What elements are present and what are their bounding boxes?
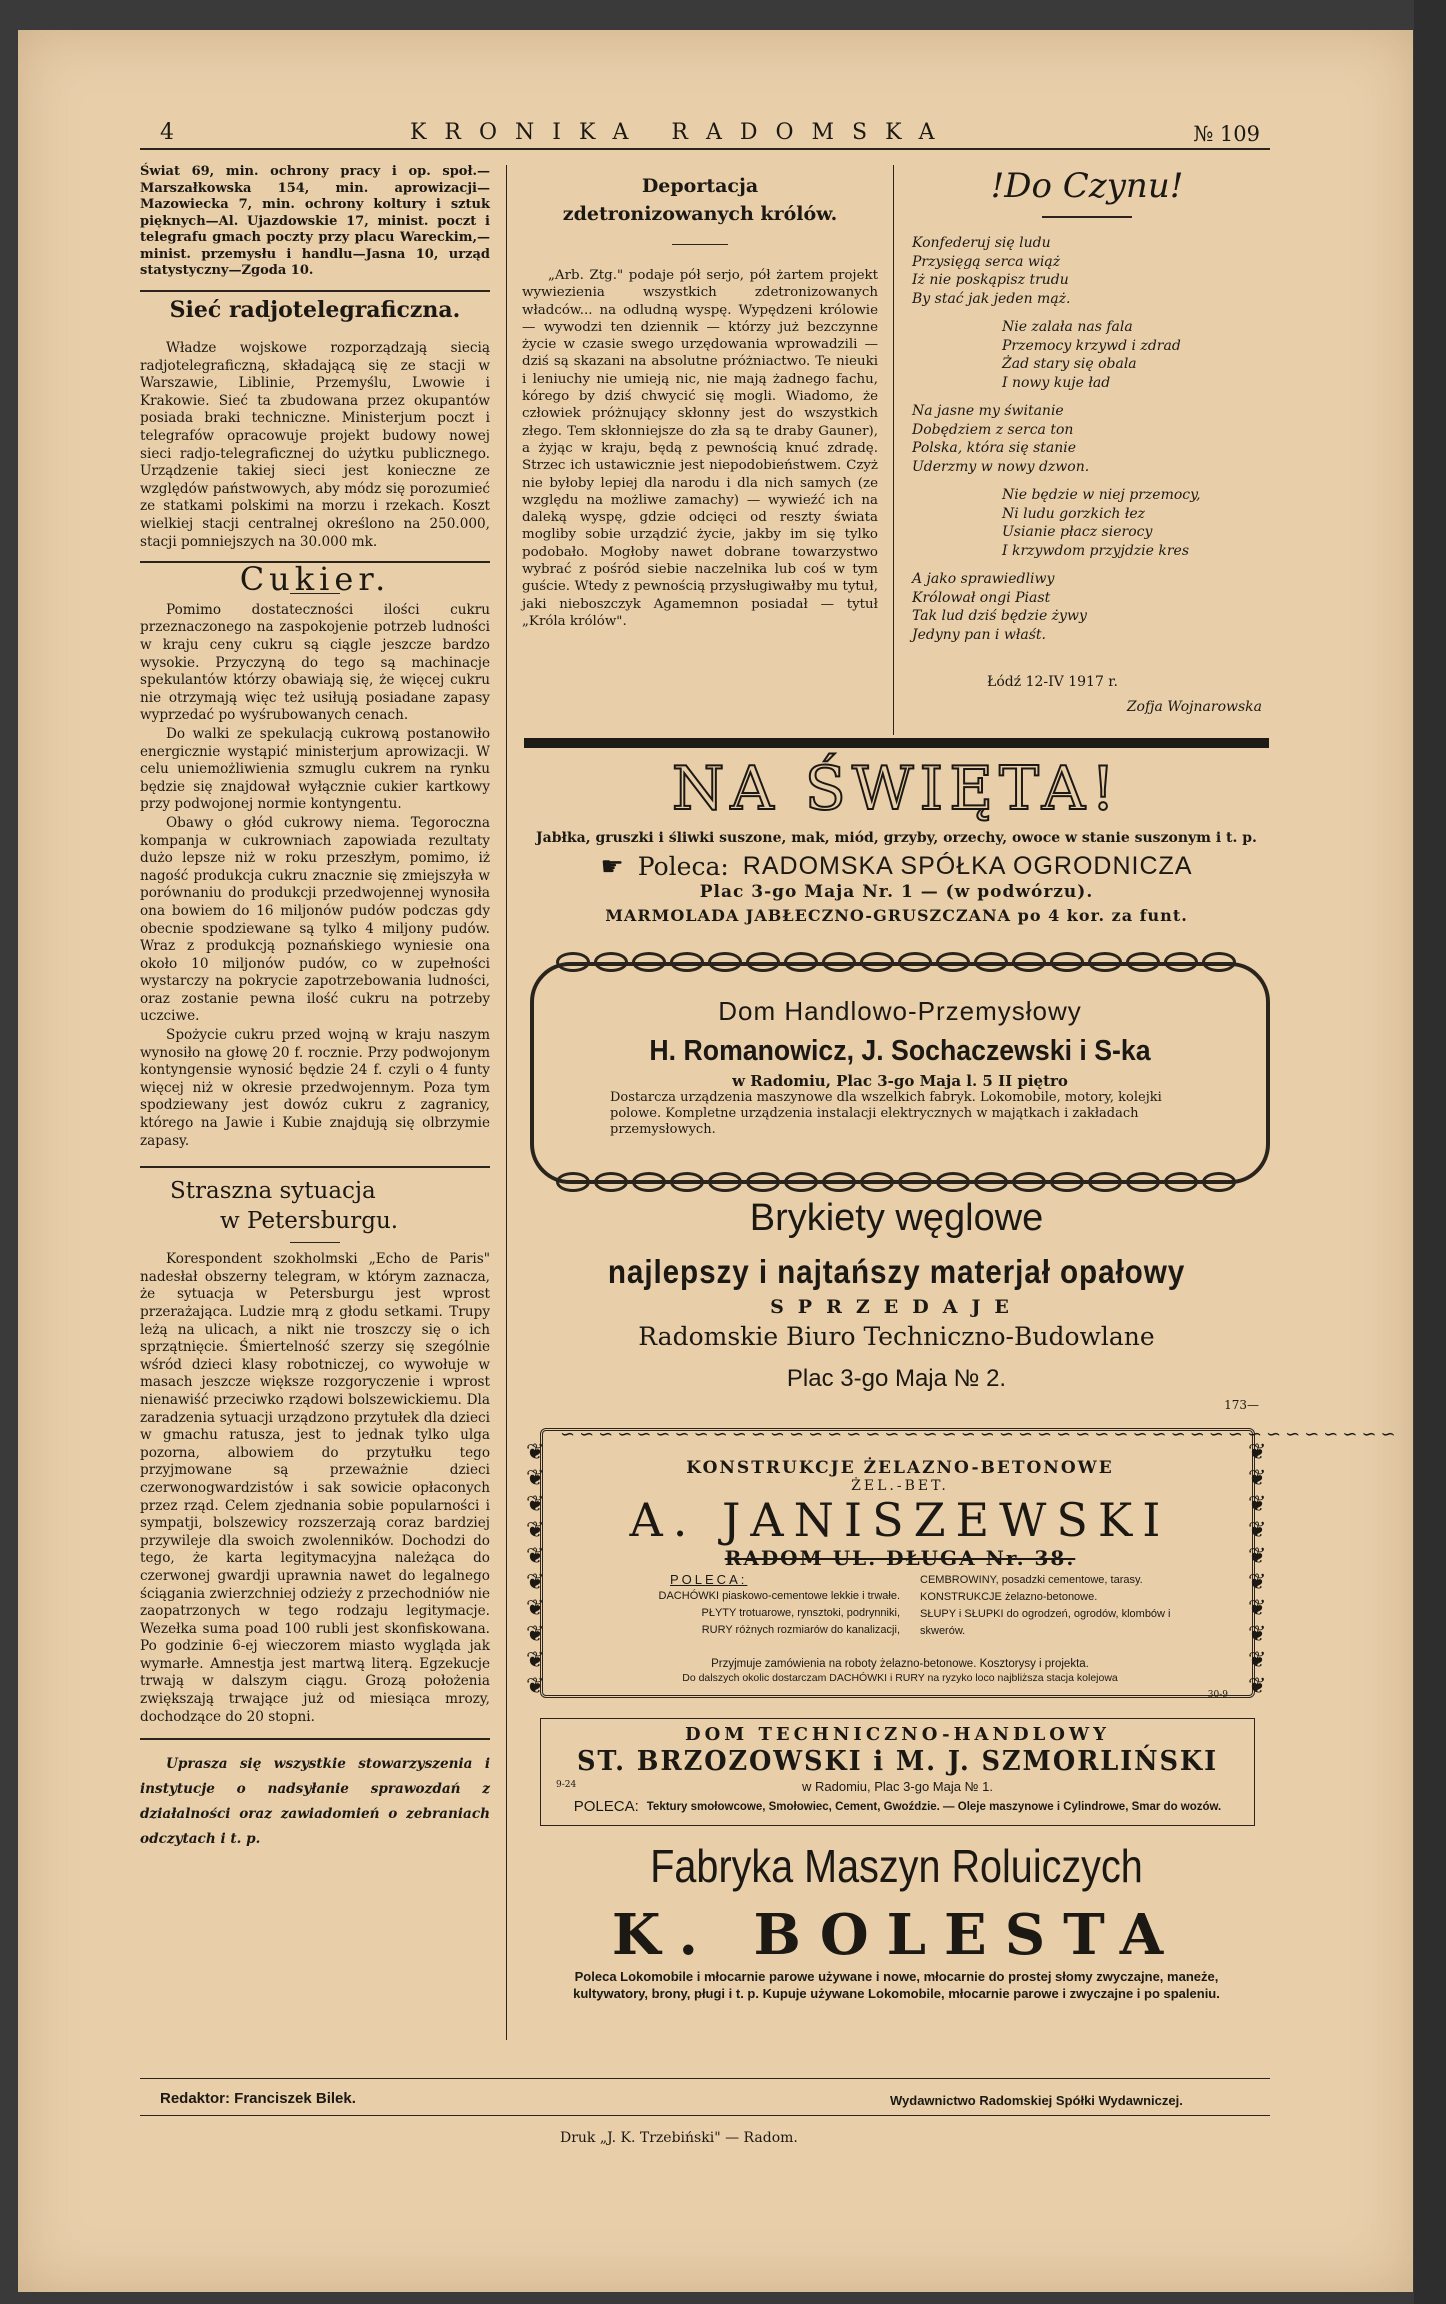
divider [290,1242,340,1243]
verse: Tak lud dziś będzie żywy [912,608,1087,624]
ad-dom-handlowy [570,996,1230,1138]
chain-link [708,952,742,972]
verse: Uderzmy w nowy dzwon. [912,458,1090,475]
title-line: w Petersburgu. [220,1208,399,1235]
chain-link [784,952,818,972]
ad-line: Przyjmuje zamówienia na roboty żelazno-betonowe. Kosztorysy i projekta. [711,1658,1089,1670]
chain-link [974,1172,1008,1192]
ad-address: w Radomiu, Plac 3-go Maja l. 5 II piętro [732,1072,1068,1090]
verse: Na jasne my świtanie [912,403,1064,419]
vine-ornament-right: ❦ ❦ ❦ ❦ ❦ ❦ ❦ ❦ ❦ ❦ [1248,1440,1267,1699]
chain-link [1012,1172,1046,1192]
ad-name: ST. BRZOZOWSKI i M. J. SZMORLIŃSKI [577,1746,1218,1777]
chain-link [784,1172,818,1192]
poem-body [912,234,1262,644]
chain-link [974,952,1008,972]
ad-firm-line [524,852,1269,882]
vine-ornament-top: ∽∽∽∽∽∽∽∽∽∽∽∽∽∽∽∽∽∽∽∽∽∽∽∽∽∽∽∽∽∽∽∽∽∽∽∽∽∽∽∽∽∽∽∽ [560,1424,1400,1445]
ad-products-right [920,1572,1240,1640]
ad-firm: Radomskie Biuro Techniczno-Budowlane [638,1322,1155,1351]
pointing-hand-icon: ☛ [600,852,624,882]
verse: Nie zalała nas fala [1002,319,1133,335]
ad-headline: NA ŚWIĘTA! [671,754,1122,824]
verse: I krzywdom przyjdzie kres [1002,542,1190,559]
ad-title: Fabryka Maszyn Roluiczych [650,1840,1143,1892]
verse: By stać jak jeden mąż. [912,290,1071,307]
ad-firm: H. Romanowicz, J. Sochaczewski i S-ka [649,1035,1151,1067]
chain-link [1164,952,1198,972]
ad-address: Plac 3-go Maja № 2. [786,1365,1007,1392]
publisher: Wydawnictwo Radomskiej Spółki Wydawniczej. [890,2093,1183,2108]
article-title-cukier: Cukier. [239,560,391,599]
ad-body [560,1572,1240,1656]
chain-link [822,952,856,972]
product-line: KONSTRUKCJE żelazno-betonowe. [920,1591,1098,1603]
verse: Polska, która się stanie [912,440,1077,456]
chain-link [594,952,628,972]
ad-address: w Radomiu, Plac 3-go Maja № 1. [802,1779,993,1794]
article-text-siec: Władze wojskowe rozporządzają siecią radjotelegraficzną, składającą się ze stacji w Warszawie, Liblinie, Przemyślu, Lwowie i Krakowie. Sieć ta zbudowana przez okupantów posiada braki techniczne. Ministerjum poczt i telegrafów opracowuje projekt budowy nowej sieci radjo-telegraficznej do użytku publicznego. Urządzenie takiej sieci jest konieczne ze względów państwowych, aby módz się porozumieć ze statkami polskimi na morzu i rzekach. Koszt wielkiej stacji centralnej określono na 250.000, stacji pomniejszych na 30.000 mk. [140,340,490,550]
chain-link [594,1172,628,1192]
article-text-deportacja: „Arb. Ztg." podaje pół serjo, pół żartem projekt wywiezienia wszystkich zdetronizowanych władców... na odludną wyspę. Wypędzeni królowie — wywodzi ten dziennik — którzy już bezczynne życie w czasie swego urzędowania wprowadzili — dziś są skazani na absolutne próżniactwo. Te nieuki i leniuchy nie umieją nic, nie mają żadnego fachu, kórego by dziś chwycić się mogli. Wiadomo, że człowiek próżnujący skłonny jest do wszystkich złego. Tem skłonniejsze do zła są te draby Gauner), a żyjąc w kraju, będą z pewnością knuć zdradę. Strzec ich ustawicznie jest niepodobieństwem. Czyż nie byłoby lepiej dla narodu i dla nich samych (ze względu na możliwe zamachy) — wywieźć ich na daleką wyspę, gdzie odcięci od reszty świata mogliby sobie urządzić życie, jakby im się tylko podobało. Mogłoby nawet dobrane towarzystwo wybrać z pośród siebie naczelnika lub coś w tym guście. Wtedy z pewnością przysługiwałby mu tytuł, jaki nieboszczyk Agamemnon posiadał — tytuł „Króla królów". [522,268,878,629]
chain-link [670,1172,704,1192]
chain-link [556,952,590,972]
ad-brzozowski [540,1724,1255,1816]
ad-marmolada: MARMOLADA JABŁECZNO-GRUSZCZANA po 4 kor. za funt. [605,906,1188,925]
chain-link [1050,1172,1084,1192]
cukier-paragraph: Obawy o głód cukrowy niema. Tegoroczna kompanja w cukrowniach zapowiada rezultaty dużo lepsze niż w roku przeszłym, pomimo, iż nagość produkcja cukru znacznie się zmiejszyła w porównaniu do produkcji przedwojennej wynosiła ona bowiem do 16 miljonów pudów podczas gdy obecnie spodziewane są tylko 4 miljony pudów. Wraz z produkcją poznańskiego wyniesie ona około 10 miljonów pudów, co w zupełności wystarczy na pokrycie zapotrzebowania ludności, oraz zostanie pewna ilość cukru na potrzeby uczciwe. [140,814,490,1025]
chain-link [1202,1172,1236,1192]
masthead: KRONIKA RADOMSKA [410,120,953,145]
chain-link [1202,952,1236,972]
column-rule [506,165,507,2040]
chain-link [860,1172,894,1192]
divider [140,1166,490,1168]
ad-poleca: Poleca: [637,852,729,881]
product-line: RURY różnych rozmiarów do kanalizacji, [701,1624,900,1636]
ministries-list: Świat 69, min. ochrony pracy i op. społ.— Marszałkowska 154, min. aprowizacji—Mazowiecka 7, min. ochrony koltury i sztuk pięknych—Al. Ujazdowskie 17, minist. poczt i telegrafu gmach poczty przy placu Wareckim,—minist. przemysłu i handlu—Jasna 10, urząd statystyczny—Zgoda 10. [140,164,490,278]
poem [912,166,1262,715]
title-line: zdetronizowanych królów. [562,203,838,225]
chain-links-bottom [556,1172,1246,1194]
verse: Usianie płacz sierocy [1002,524,1153,540]
chain-link [936,1172,970,1192]
ad-janiszewski [560,1458,1240,1700]
ad-title: Dom Handlowo-Przemysłowy [718,996,1082,1026]
ad-text: Dostarcza urządzenia maszynowe dla wszelkich fabryk. Lokomobile, motory, kolejki polowe. Kompletne urządzenia instalacji elektrycznych w majątkach i zakładach przemysłowych. [610,1090,1162,1137]
ad-fabryka [524,1836,1269,2002]
ad-poleca: POLECA: [573,1798,639,1815]
verse: Dobędziem z serca ton [912,421,1074,438]
middle-column [522,172,878,630]
chain-link [1164,1172,1198,1192]
ad-brykiety [524,1194,1269,1412]
ad-firm: RADOMSKA SPÓŁKA OGRODNICZA [742,852,1193,880]
poem-title: !Do Czynu! [990,166,1184,206]
page-number: 4 [160,120,174,145]
ad-code: 30-9 [1207,1690,1228,1700]
ad-sprzedaje: SPRZEDAJE [770,1296,1023,1318]
poem-date: Łódź 12-IV 1917 r. [987,674,1118,690]
cukier-paragraph: Pomimo dostateczności ilości cukru przeznaczonego na zaspokojenie potrzeb ludności w kraju ceny cukru są ciągle jeszcze bardzo wysokie. Przyczyną do tego są machinacje spekulantów którzy obawiają się, że więcej cukru nie otrzymają więc też usiłują posiadane zapasy wyprzedać po wyśrubowanych cenach. [140,601,490,724]
chain-link [898,1172,932,1192]
stanza [912,486,1262,560]
ad-sub: ŻEL.-BET. [851,1478,949,1494]
verse: Jedyny pan i właśt. [912,626,1046,643]
printer: Druk „J. K. Trzebiński" — Radom. [560,2130,798,2146]
column-rule [140,2115,1270,2116]
chain-link [632,952,666,972]
column-rule [893,165,894,735]
vine-ornament-left: ❦ ❦ ❦ ❦ ❦ ❦ ❦ ❦ ❦ ❦ [526,1440,545,1699]
ad-products-left [560,1588,900,1639]
ad-na-swieta [524,752,1269,925]
title-line: Deportacja [641,175,759,197]
chain-link [1126,952,1160,972]
verse: A jako sprawiedliwy [912,571,1055,587]
ad-code: 9-24 [556,1780,577,1790]
stanza [912,402,1262,476]
verse: Królował ongi Piast [912,589,1051,606]
stanza [912,234,1262,308]
ad-goods-line [540,1798,1255,1816]
ad-name: A. JANISZEWSKI [629,1493,1171,1547]
verse: Konfederuj się ludu [912,235,1051,251]
cukier-paragraph: Do walki ze spekulacją cukrową postanowiło energicznie wystąpić ministerjum aprowizacji. W celu uniemożliwienia szmuglu cukrem na rynku będzie się znajdował wyłącznie cukier kartkowy przy podwojonej normie kontyngentu. [140,725,490,813]
ad-top: DOM TECHNICZNO-HANDLOWY [685,1724,1110,1745]
verse: Przysięgą serca wiąż [912,253,1061,270]
chain-link [1012,952,1046,972]
ad-code: 173— [1224,1398,1259,1412]
chain-link [708,1172,742,1192]
cukier-paragraph: Spożycie cukru przed wojną w kraju naszym wynosiło na głowę 20 f. rocznie. Przy podwojonym kontyngensie wynosić będzie 24 f. czyli o 4 funty więcej niż w okresie przedwojennym. Poza tym spodziewany jest dowóz cukru z zagranicy, którego na Jawie i Kubie znajdują się olbrzymie zapasy. [140,1027,490,1149]
chain-link [746,952,780,972]
chain-link [1088,1172,1122,1192]
ad-subtitle: najlepszy i najtańszy materjał opałowy [607,1253,1186,1290]
article-title-deportacja [522,172,878,228]
article-text-straszna: Korespondent szokholmski „Echo de Paris" nadesłał obszerny telegram, w którym zaznacza, że sytuacja w Petersburgu jest wprost przerażająca. Ludzie mrą z głodu setkami. Trupy leżą na ulicach, a nikt nie troszczy się o ich sprzątnięcie. Śmiertelność szerzy się szególnie wśród dzieci klasy robotniczej, co wywołuje w masach jeszcze większe rozgoryczenie i wprost nienawiść przeciwko rządowi bolszewickiemu. Dla zaradzenia sytuacji urządzono przytułek dla dzieci w gmachu ratusza, jest to jednak tylko ulga pozorna, albowiem do przytułku tego przyjmowane są przeważnie dzieci czerwonogwardzistów i sak sowicie opłaconych przez rząd. Celem zjednania sobie popularności i sympatji, bolszewicy rozszerzają coraz bardziej przywileje dla swoich zwolenników. Dochodzi do tego, że karta legitymacyjna należąca do czerwonej gwardji uprawnia nawet do legalnego ściągania zwierzchniej odzieży z przechodniów nie zaopatrzonych w tego rodzaju legitymacje. Wezełka suma poad 100 rubli jest skonfiskowana. Po godzinie 6-ej wieczorem miasto wygląda jak wymarłe. Amnestja jest martwą literą. Egzekucje trwają w dalszym ciągu. Grozą położenia zwiększają trwające już od miesiąca mrozy, dochodzące do 20 stopni. [140,1251,490,1725]
issue-number: № 109 [1193,122,1260,146]
chain-links-top [556,952,1246,974]
divider [140,1738,490,1740]
product-line: PŁYTY trotuarowe, rynsztoki, podrynniki, [701,1607,900,1619]
chain-link [1088,952,1122,972]
chain-link [936,952,970,972]
article-title-siec: Sieć radjotelegraficzna. [169,296,461,323]
ad-top: KONSTRUKCJE ŻELAZNO-BETONOWE [686,1458,1114,1478]
stanza [912,570,1262,644]
column-rule [140,2078,1270,2079]
chain-link [556,1172,590,1192]
product-line: CEMBROWINY, posadzki cementowe, tarasy. [920,1574,1143,1586]
verse: Iż nie poskąpisz trudu [912,272,1069,288]
verse: Przemocy krzywd i zdrad [1002,337,1181,354]
chain-link [860,952,894,972]
verse: I nowy kuje ład [1002,374,1111,391]
verse: Żad stary się obala [1002,356,1137,372]
chain-link [632,1172,666,1192]
chain-link [1126,1172,1160,1192]
ad-name: K. BOLESTA [611,1902,1182,1968]
divider [140,290,490,292]
chain-link [898,952,932,972]
product-line: DACHÓWKI piaskowo-cementowe lekkie i trwałe. [658,1590,900,1602]
chain-link [746,1172,780,1192]
chain-link [670,952,704,972]
ad-text: Poleca Lokomobile i młocarnie parowe używane i nowe, młocarnie do prostej słomy zwyczajne, maneże, kultywatory, brony, pługi i t. p. Kupuje używane Lokomobile, młocarnie parowe i zwyczajne i po spaleniu. [573,1969,1220,2001]
chain-link [822,1172,856,1192]
verse: Nie będzie w niej przemocy, [1002,487,1201,503]
ads-separator [524,738,1269,748]
ad-address: RADOM UL. DŁUGA Nr. 38. [724,1546,1076,1570]
ad-goods: Tektury smołowcowe, Smołowiec, Cement, Gwoździe. — Oleje maszynowe i Cylindrowe, Smar do wozów. [646,1801,1222,1813]
article-title-straszna [140,1176,490,1236]
page-header [140,118,1270,150]
ad-address: Plac 3-go Maja Nr. 1 — (w podwórzu). [699,882,1094,902]
chain-link [1050,952,1084,972]
stanza [912,318,1262,392]
notice: Uprasza się wszystkie stowarzyszenia i instytucje o nadsyłanie sprawozdań z działalności oraz zawiadomień o zebraniach odczytach i t. p. [140,1756,490,1848]
verse: Ni ludu gorzkich łez [1002,505,1146,522]
left-column [140,164,490,1852]
ad-title: Brykiety węglowe [749,1197,1044,1239]
ad-line: Jabłka, gruszki i śliwki suszone, mak, miód, grzyby, orzechy, owoce w stanie suszonym i t. p. [536,830,1257,846]
product-line: SŁUPY i SŁUPKI do ogrodzeń, ogrodów, klombów i skwerów. [920,1608,1171,1637]
poem-author: Zofja Wojnarowska [1126,699,1262,715]
ad-line: Do dalszych okolic dostarczam DACHÓWKI i RURY na ryzyko loco najbliższa stacja kolejowa [682,1672,1118,1684]
editor: Redaktor: Franciszek Bilek. [160,2090,356,2107]
scan-background [1414,0,1446,2304]
divider [672,244,728,245]
ad-poleca: POLECA: [670,1572,748,1587]
title-line: Straszna sytuacja [170,1178,376,1205]
divider [1042,216,1132,218]
